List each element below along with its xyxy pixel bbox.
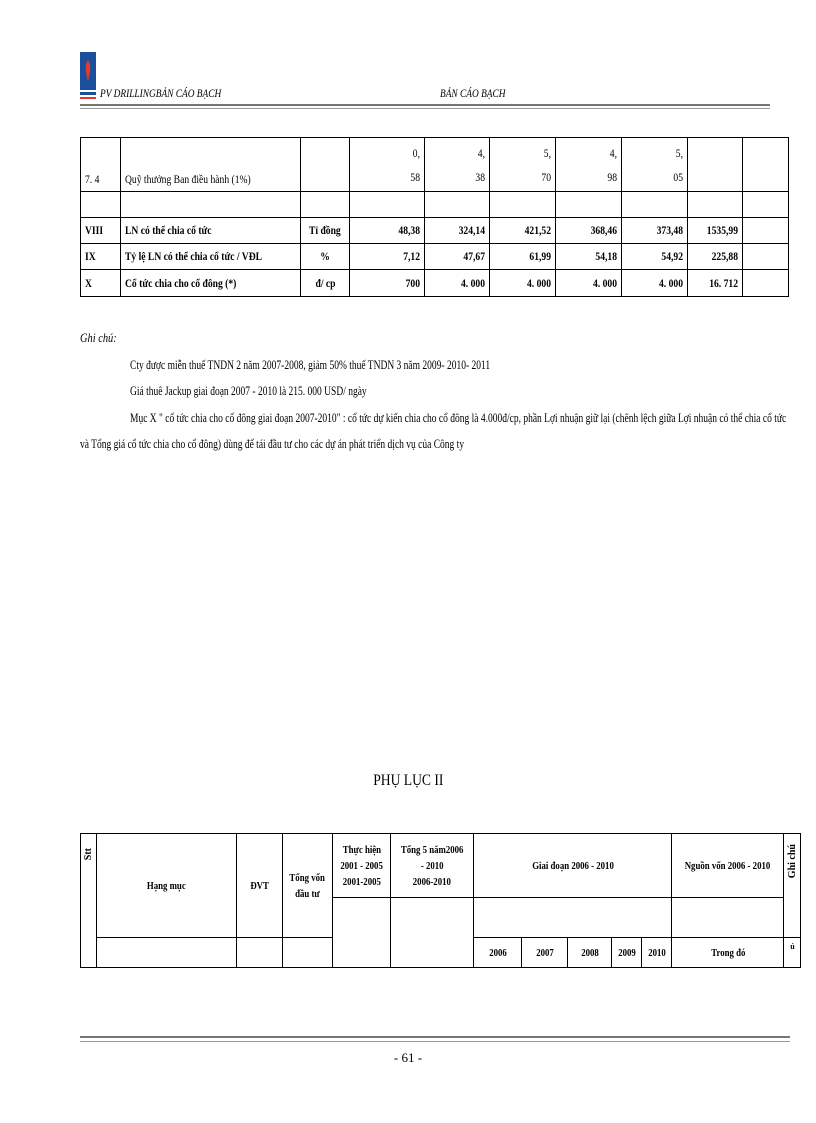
cell-value: 48,38 [349, 218, 424, 244]
row-name: Tỷ lệ LN có thể chia cổ tức / VĐL [121, 244, 301, 270]
note-line: và Tổng giá cổ tức chia cho cổ đông) dùng để tái đầu tư cho các dự án phát triển dịch vụ của Công ty [80, 437, 465, 451]
header-giai-doan: Giai đoạn 2006 - 2010 [474, 834, 672, 898]
cell-total: 16. 712 [687, 270, 742, 297]
row-name: LN có thể chia cổ tức [121, 218, 301, 244]
header-rule-thin [80, 108, 770, 109]
cell-value: 324,14 [424, 218, 489, 244]
table-row-7-4 [81, 138, 789, 192]
year-cell: 2008 [568, 938, 612, 968]
row-unit [301, 138, 350, 192]
notes-title: Ghi chú: [80, 330, 117, 345]
page-number: - 61 - [393, 1050, 423, 1065]
cell-value: 54,18 [555, 244, 621, 270]
cell-total: 225,88 [687, 244, 742, 270]
header-rule [80, 104, 770, 106]
header-ghi-chu-fragment: ú [784, 938, 801, 968]
table-row-spacer [81, 192, 789, 218]
header-hang-muc: Hạng mục [97, 834, 237, 938]
row-name: Cổ tức chia cho cổ đông (*) [121, 270, 301, 297]
header-tong-von: Tổng vốn đầu tư [283, 834, 333, 938]
row-code: 7. 4 [81, 138, 121, 192]
row-code: X [81, 270, 121, 297]
cell-empty [742, 270, 788, 297]
note-line: Mục X " cổ tức chia cho cổ đông giai đoạn 2007-2010" : cổ tức dự kiến chia cho cổ đông là 4.000đ/cp, phần Lợi nhuận giữ lại (chênh lệch giữa Lợi nhuận có thể chia cổ tức [130, 411, 787, 425]
footer-rule [80, 1036, 790, 1038]
cell-value: 373,48 [621, 218, 687, 244]
header-tong-5-nam: Tổng 5 năm2006 - 2010 2006-2010 [391, 834, 474, 898]
cell-value: 421,52 [489, 218, 555, 244]
table-row-x [81, 270, 789, 297]
cell-empty [742, 138, 788, 192]
cell-value: 0, 58 [349, 138, 424, 192]
table-row-ix [81, 244, 789, 270]
cell-value: 700 [349, 270, 424, 297]
header-nguon-von: Nguồn vốn 2006 - 2010 [672, 834, 784, 898]
cell-empty [742, 218, 788, 244]
year-cell: 2010 [642, 938, 672, 968]
cell-value: 5, 70 [489, 138, 555, 192]
cell-value: 61,99 [489, 244, 555, 270]
appendix-header-row [81, 834, 801, 898]
cell-value: 368,46 [555, 218, 621, 244]
cell-value: 4, 38 [424, 138, 489, 192]
appendix-table [80, 833, 801, 968]
header-dvt: ĐVT [237, 834, 283, 938]
header-thuc-hien: Thực hiện 2001 - 2005 2001-2005 [333, 834, 391, 898]
appendix-title: PHỤ LỤC II [372, 772, 444, 789]
note-line: Cty được miễn thuế TNDN 2 năm 2007-2008, giảm 50% thuế TNDN 3 năm 2009- 2010- 2011 [130, 358, 491, 372]
cell-value: 4, 98 [555, 138, 621, 192]
cell-total [687, 138, 742, 192]
row-unit: Tỉ đồng [301, 218, 350, 244]
footer-rule-thin [80, 1041, 790, 1042]
note-line: Giá thuê Jackup giai đoạn 2007 - 2010 là 215. 000 USD/ ngày [130, 384, 367, 398]
header-ghi-chu: Ghi chú [784, 834, 801, 938]
cell-value: 4. 000 [621, 270, 687, 297]
year-cell: 2006 [474, 938, 522, 968]
row-unit: % [301, 244, 350, 270]
cell-value: 4. 000 [424, 270, 489, 297]
cell-value: 54,92 [621, 244, 687, 270]
row-name: Quỹ thưởng Ban điều hành (1%) [121, 138, 301, 192]
cell-value: 4. 000 [555, 270, 621, 297]
year-cell: 2009 [612, 938, 642, 968]
header-trong-do: Trong đó [672, 938, 784, 968]
table-row-viii [81, 218, 789, 244]
row-unit: đ/ cp [301, 270, 350, 297]
cell-empty [742, 244, 788, 270]
header-right-title: BẢN CÁO BẠCH [440, 86, 506, 100]
cell-value: 7,12 [349, 244, 424, 270]
row-code: VIII [81, 218, 121, 244]
cell-total: 1535,99 [687, 218, 742, 244]
cell-value: 4. 000 [489, 270, 555, 297]
pv-drilling-logo [80, 52, 96, 100]
row-code: IX [81, 244, 121, 270]
profit-table [80, 137, 789, 297]
header-stt: Stt [81, 834, 97, 968]
cell-value: 5, 05 [621, 138, 687, 192]
year-cell: 2007 [522, 938, 568, 968]
header-left-title: PV DRILLINGBẢN CÁO BẠCH [100, 86, 222, 100]
cell-value: 47,67 [424, 244, 489, 270]
